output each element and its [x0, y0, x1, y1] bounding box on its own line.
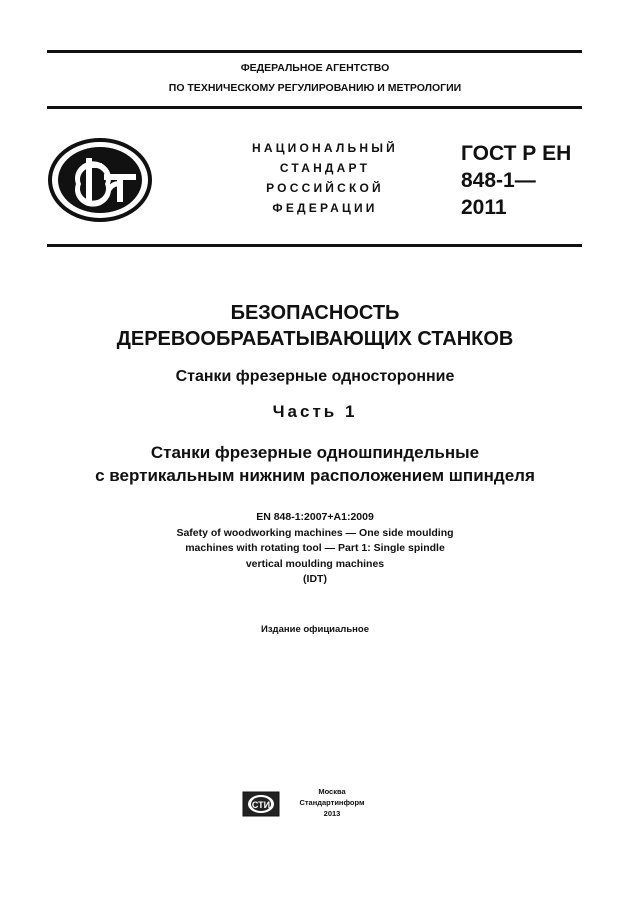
en-reference: [0, 510, 630, 588]
agency-line-1: ФЕДЕРАЛЬНОЕ АГЕНТСТВО: [240, 62, 390, 74]
national-standard-line-3: РОССИЙСКОЙ: [266, 181, 384, 195]
national-standard-line-2: СТАНДАРТ: [279, 161, 371, 175]
en-reference-line-4: vertical moulding machines: [245, 557, 385, 570]
edition-label: Издание официальное: [261, 624, 369, 635]
document-subtitle: Станки фрезерные односторонние: [175, 368, 455, 385]
part-title: [0, 441, 630, 487]
en-reference-line-2: Safety of woodworking machines — One side moulding: [176, 526, 454, 539]
top-rule: [47, 50, 582, 53]
document-title-line-1: БЕЗОПАСНОСТЬ: [230, 302, 400, 324]
national-standard-line-1: НАЦИОНАЛЬНЫЙ: [251, 141, 399, 155]
designation-line-3: 2011: [461, 196, 507, 219]
publisher-name: Стандартинформ: [299, 798, 365, 807]
part-title-line-2: с вертикальным нижним расположением шпинделя: [95, 466, 535, 485]
publisher-city: Москва: [318, 787, 346, 796]
national-standard-label: [235, 138, 415, 218]
agency-line-2: ПО ТЕХНИЧЕСКОМУ РЕГУЛИРОВАНИЮ И МЕТРОЛОГИИ: [168, 82, 462, 94]
en-reference-line-5: (IDT): [303, 573, 327, 585]
rst-emblem-icon: [48, 136, 152, 240]
publisher-block: [286, 786, 378, 819]
header-rule: [47, 106, 582, 109]
title-block-rule: [47, 244, 582, 247]
publisher-logo-icon: [242, 791, 280, 817]
publication-year: 2013: [323, 809, 341, 818]
part-title-line-1: Станки фрезерные одношпиндельные: [150, 443, 480, 462]
national-standard-line-4: ФЕДЕРАЦИИ: [272, 201, 378, 215]
part-label: Часть 1: [272, 402, 358, 421]
en-reference-line-1: EN 848-1:2007+A1:2009: [256, 511, 374, 523]
document-title-line-2: ДЕРЕВООБРАБАТЫВАЮЩИХ СТАНКОВ: [116, 328, 514, 350]
document-title: [0, 300, 630, 352]
designation-line-2: 848-1—: [461, 169, 536, 192]
svg-text:СТИ: СТИ: [251, 800, 271, 810]
designation-line-1: ГОСТ Р ЕН: [461, 142, 572, 165]
en-reference-line-3: machines with rotating tool — Part 1: Single spindle: [185, 542, 445, 554]
standard-designation: [461, 140, 571, 221]
